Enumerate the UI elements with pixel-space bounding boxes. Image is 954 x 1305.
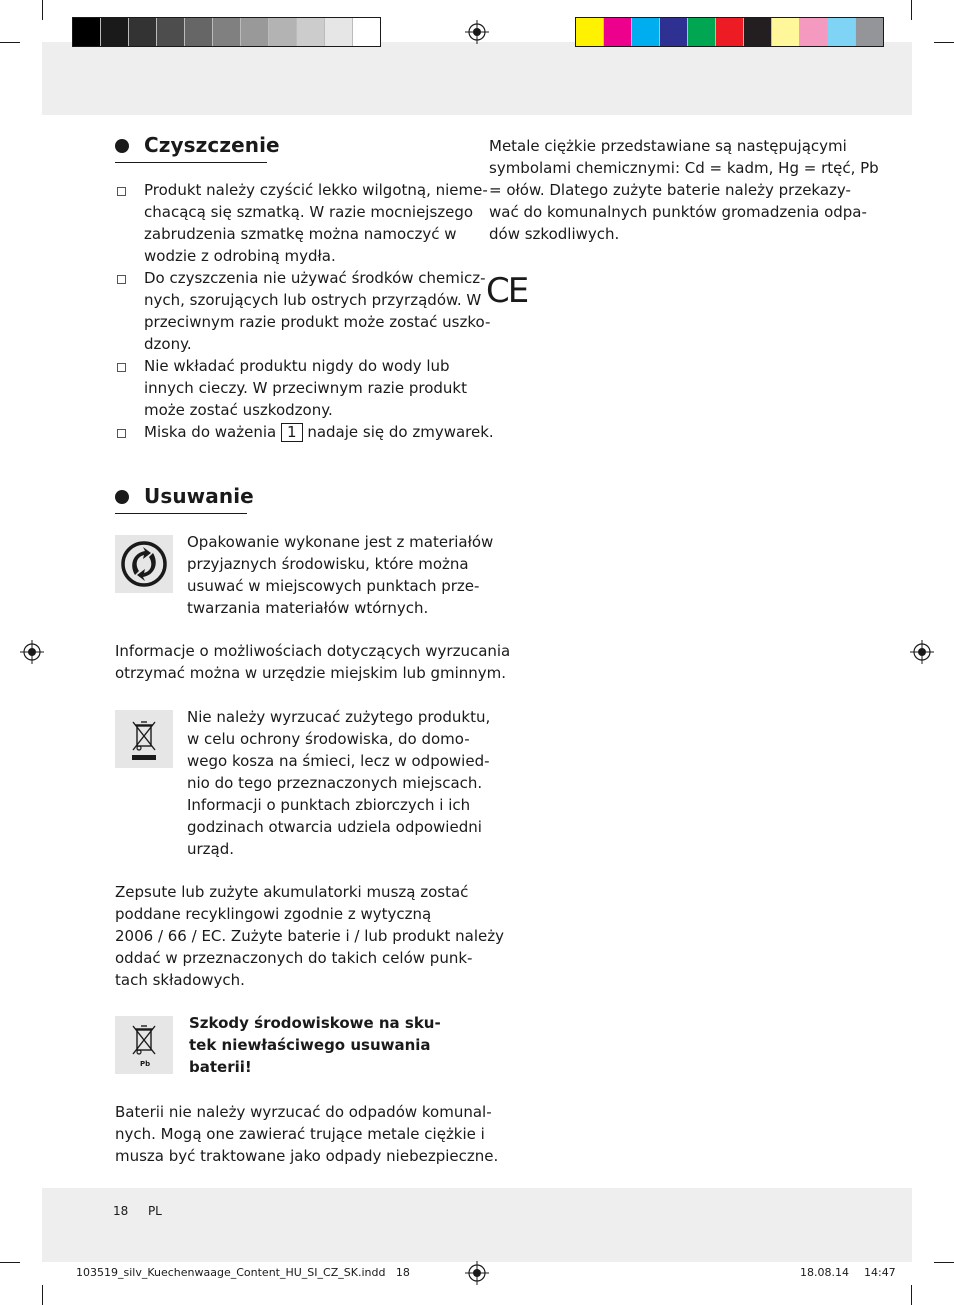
- text-line: usuwać w miejscowych punktach prze-: [187, 577, 480, 595]
- text-line: przeciwnym razie produkt może zostać uszko-: [144, 313, 491, 331]
- color-swatch: [828, 18, 856, 46]
- text-line: Nie należy wyrzucać zużytego produktu,: [187, 708, 491, 726]
- crop-mark: [934, 42, 954, 43]
- color-swatch: [269, 18, 297, 46]
- text-line: = ołów. Dlatego zużyte baterie należy przekazy-: [489, 181, 851, 199]
- text-line: dzony.: [144, 335, 192, 353]
- text-line: przyjaznych środowisku, które można: [187, 555, 469, 573]
- footer-band: [42, 1188, 912, 1262]
- text-line: tach składowych.: [115, 971, 245, 989]
- text-line: Do czyszczenia nie używać środków chemicz-: [144, 269, 486, 287]
- crop-mark: [42, 0, 43, 20]
- color-swatch: [800, 18, 828, 46]
- text-line: oddać w przeznaczonych do takich celów punk-: [115, 949, 473, 967]
- color-swatch: [297, 18, 325, 46]
- color-swatch: [213, 18, 241, 46]
- cleaning-item: [144, 179, 488, 267]
- text-line: musza być traktowane jako odpady niebezpieczne.: [115, 1147, 499, 1165]
- slug-filename: 103519_silv_Kuechenwaage_Content_HU_SI_CZ_SK.indd 18: [76, 1266, 410, 1279]
- battery-warning-heading: [189, 1012, 441, 1078]
- crop-mark: [911, 1285, 912, 1305]
- crossed-bin-icon: [115, 710, 173, 768]
- checkbox-bullet-icon: [117, 429, 126, 438]
- weee-icon-tile: [115, 710, 173, 768]
- color-swatch: [241, 18, 269, 46]
- color-swatch: [576, 18, 604, 46]
- color-swatch: [73, 18, 101, 46]
- text-line: w celu ochrony środowiska, do domo-: [187, 730, 470, 748]
- crop-mark: [0, 42, 20, 43]
- page-footer: [113, 1204, 162, 1218]
- text-line: otrzymać można w urzędzie miejskim lub gminnym.: [115, 664, 507, 682]
- text-line: godzinach otwarcia udziela odpowiedni: [187, 818, 482, 836]
- cleaning-item: [144, 267, 490, 355]
- text-line: poddane recyklingowi zgodnie z wytyczną: [115, 905, 432, 923]
- color-swatch: [129, 18, 157, 46]
- header-band: [42, 42, 912, 115]
- text-line: nych. Mogą one zawierać trujące metale ciężkie i: [115, 1125, 485, 1143]
- disposal-info-paragraph: [115, 640, 510, 684]
- bullet-dot-icon: [115, 490, 129, 504]
- color-swatch: [101, 18, 129, 46]
- text-line: urząd.: [187, 840, 235, 858]
- registration-mark-icon: [910, 640, 934, 664]
- text-line: Szkody środowiskowe na sku-: [189, 1014, 441, 1032]
- crop-mark: [0, 1262, 20, 1263]
- checkbox-bullet-icon: [117, 187, 126, 196]
- color-swatch: [716, 18, 744, 46]
- text-line: wać do komunalnych punktów gromadzenia odpa-: [489, 203, 867, 221]
- text-line: Produkt należy czyścić lekko wilgotną, nieme-: [144, 181, 488, 199]
- registration-mark-icon: [20, 640, 44, 664]
- weee-paragraph: [187, 706, 490, 860]
- text-line: 2006 / 66 / EC. Zużyte baterie i / lub produkt należy: [115, 927, 504, 945]
- slug-datetime: [800, 1266, 896, 1279]
- crop-mark: [42, 1285, 43, 1305]
- text-line: innych cieczy. W przeciwnym razie produkt: [144, 379, 467, 397]
- ce-mark: CE: [486, 271, 528, 311]
- text-line: wego kosza na śmieci, lecz w odpowied-: [187, 752, 490, 770]
- color-swatch: [688, 18, 716, 46]
- bullet-dot-icon: [115, 139, 129, 153]
- heading-text: Czyszczenie: [144, 133, 280, 157]
- recycling-icon-tile: [115, 535, 173, 593]
- registration-mark-icon: [465, 1261, 489, 1285]
- text-line: Zepsute lub zużyte akumulatorki muszą zostać: [115, 883, 469, 901]
- green-dot-recycling-icon: [115, 535, 173, 593]
- cleaning-item: [144, 421, 494, 443]
- text-line: może zostać uszkodzony.: [144, 401, 333, 419]
- registration-mark-icon: [465, 20, 489, 44]
- text-line: baterii!: [189, 1058, 252, 1076]
- battery-disposal-icon-tile: [115, 1016, 173, 1074]
- heading-text: Usuwanie: [144, 484, 254, 508]
- text-line: Metale ciężkie przedstawiane są następującymi: [489, 137, 847, 155]
- text-line: Informacji o punktach zbiorczych i ich: [187, 796, 471, 814]
- heavy-metals-paragraph: [489, 135, 879, 245]
- color-swatch: [856, 18, 883, 46]
- slug-date: 18.08.14: [800, 1266, 849, 1279]
- color-swatch: [325, 18, 353, 46]
- language-code: PL: [147, 1204, 162, 1218]
- text-line: nych, szorujących lub ostrych przyrządów. W: [144, 291, 482, 309]
- text-line: Nie wkładać produktu nigdy do wody lub: [144, 357, 450, 375]
- text-line: tek niewłaściwego usuwania: [189, 1036, 431, 1054]
- part-number-box: 1: [281, 423, 303, 442]
- cmyk-color-bar: [575, 17, 884, 47]
- color-swatch: [772, 18, 800, 46]
- gray-color-bar: [72, 17, 381, 47]
- page-number: 18: [113, 1204, 129, 1218]
- color-swatch: [185, 18, 213, 46]
- section-heading-disposal: [144, 484, 254, 508]
- text-line: dów szkodliwych.: [489, 225, 620, 243]
- crop-mark: [911, 0, 912, 20]
- text-line: wodzie z odrobiną mydła.: [144, 247, 336, 265]
- heading-underline: [115, 513, 247, 514]
- text-line: chacącą się szmatką. W razie mocniejszego: [144, 203, 474, 221]
- text-line: zabrudzenia szmatkę można namoczyć w: [144, 225, 457, 243]
- crop-mark: [934, 1262, 954, 1263]
- color-swatch: [353, 18, 380, 46]
- toxic-metals-paragraph: [115, 1101, 498, 1167]
- pb-label: Pb: [140, 1060, 151, 1068]
- checkbox-bullet-icon: [117, 363, 126, 372]
- color-swatch: [744, 18, 772, 46]
- text-line: symbolami chemicznymi: Cd = kadm, Hg = rtęć, Pb: [489, 159, 879, 177]
- color-swatch: [660, 18, 688, 46]
- batteries-paragraph: [115, 881, 504, 991]
- heading-underline: [115, 162, 267, 163]
- text-line: nadaje się do zmywarek.: [307, 423, 494, 441]
- cleaning-item: [144, 355, 467, 421]
- text-line: Baterii nie należy wyrzucać do odpadów komunal-: [115, 1103, 492, 1121]
- text-line: nio do tego przeznaczonych miejscach.: [187, 774, 483, 792]
- slug-time: 14:47: [863, 1266, 896, 1279]
- section-heading-cleaning: [144, 133, 280, 157]
- checkbox-bullet-icon: [117, 275, 126, 284]
- color-swatch: [157, 18, 185, 46]
- text-line: Miska do ważenia: [144, 423, 277, 441]
- color-swatch: [632, 18, 660, 46]
- text-line: twarzania materiałów wtórnych.: [187, 599, 429, 617]
- text-line: Opakowanie wykonane jest z materiałów: [187, 533, 494, 551]
- text-line: Informacje o możliwościach dotyczących wyrzucania: [115, 642, 511, 660]
- color-swatch: [604, 18, 632, 46]
- packaging-paragraph: [187, 531, 493, 619]
